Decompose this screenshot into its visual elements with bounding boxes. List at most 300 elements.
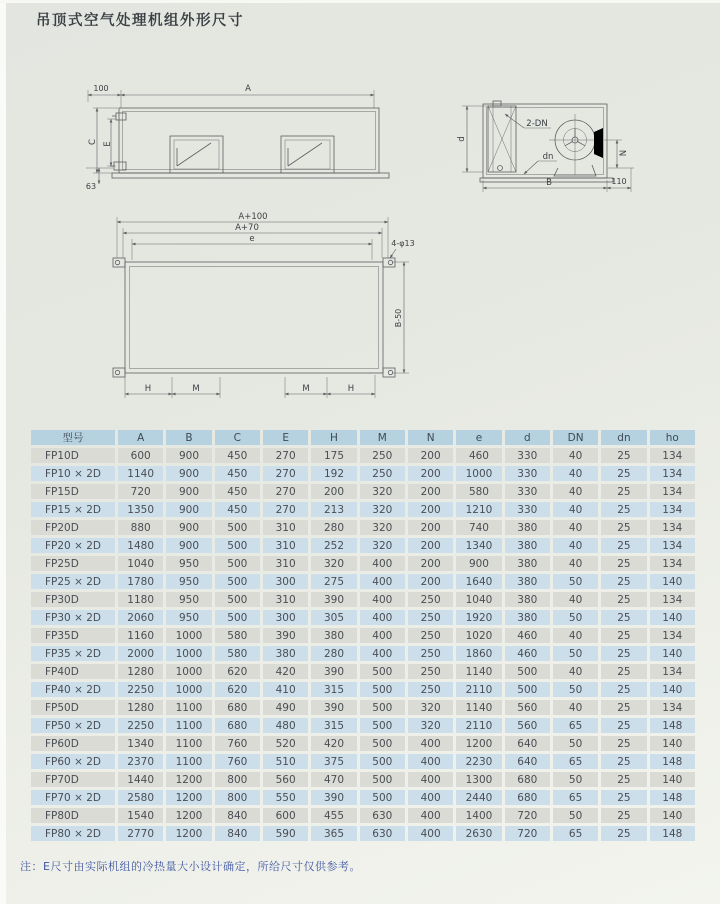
- pipe-connection-top: [116, 113, 126, 120]
- value-cell: 720: [505, 826, 550, 841]
- value-cell: 840: [215, 808, 260, 823]
- value-cell: 192: [311, 466, 356, 481]
- value-cell: 25: [601, 664, 646, 679]
- value-cell: 134: [650, 556, 695, 571]
- model-cell: FP20D: [31, 520, 115, 535]
- value-cell: 500: [360, 736, 405, 751]
- column-header: H: [311, 430, 356, 445]
- top-dimension-lines-upper: [117, 212, 415, 260]
- value-cell: 148: [650, 718, 695, 733]
- value-cell: 200: [408, 484, 453, 499]
- value-cell: 25: [601, 520, 646, 535]
- value-cell: 200: [311, 484, 356, 499]
- value-cell: 500: [360, 718, 405, 733]
- value-cell: 800: [215, 772, 260, 787]
- value-cell: 680: [215, 700, 260, 715]
- value-cell: 140: [650, 682, 695, 697]
- value-cell: 330: [505, 448, 550, 463]
- value-cell: 200: [408, 538, 453, 553]
- value-cell: 490: [263, 700, 308, 715]
- value-cell: 410: [263, 682, 308, 697]
- dim-label-100: 100: [93, 84, 109, 93]
- value-cell: 900: [166, 520, 211, 535]
- value-cell: 400: [360, 610, 405, 625]
- value-cell: 50: [553, 736, 598, 751]
- value-cell: 270: [263, 448, 308, 463]
- column-header: A: [118, 430, 163, 445]
- value-cell: 25: [601, 754, 646, 769]
- value-cell: 65: [553, 826, 598, 841]
- value-cell: 320: [311, 556, 356, 571]
- dim-label-H-right: H: [347, 384, 355, 394]
- value-cell: 380: [505, 592, 550, 607]
- dim-label-110: 110: [611, 177, 627, 186]
- value-cell: 200: [408, 574, 453, 589]
- value-cell: 375: [311, 754, 356, 769]
- dim-label-B50: B-50: [394, 308, 403, 328]
- value-cell: 25: [601, 556, 646, 571]
- value-cell: 2440: [456, 790, 501, 805]
- table-row: [31, 556, 695, 571]
- value-cell: 500: [360, 754, 405, 769]
- value-cell: 320: [360, 538, 405, 553]
- value-cell: 450: [215, 448, 260, 463]
- dim-label-A70: A+70: [235, 223, 259, 233]
- value-cell: 380: [505, 556, 550, 571]
- value-cell: 550: [263, 790, 308, 805]
- value-cell: 250: [408, 646, 453, 661]
- value-cell: 760: [215, 754, 260, 769]
- value-cell: 134: [650, 502, 695, 517]
- value-cell: 25: [601, 646, 646, 661]
- value-cell: 1000: [166, 682, 211, 697]
- value-cell: 140: [650, 736, 695, 751]
- value-cell: 500: [360, 664, 405, 679]
- footnote: 注：E尺寸由实际机组的冷热量大小设计确定，所给尺寸仅供参考。: [20, 860, 361, 873]
- value-cell: 1140: [456, 700, 501, 715]
- value-cell: 40: [553, 538, 598, 553]
- value-cell: 1200: [166, 826, 211, 841]
- value-cell: 250: [408, 592, 453, 607]
- column-header: E: [263, 430, 308, 445]
- value-cell: 1280: [118, 664, 163, 679]
- value-cell: 148: [650, 826, 695, 841]
- value-cell: 25: [601, 736, 646, 751]
- value-cell: 630: [360, 808, 405, 823]
- value-cell: 270: [263, 502, 308, 517]
- front-view-diagram: [86, 84, 389, 191]
- value-cell: 270: [263, 484, 308, 499]
- value-cell: 950: [166, 610, 211, 625]
- value-cell: 40: [553, 664, 598, 679]
- value-cell: 500: [215, 574, 260, 589]
- value-cell: 720: [118, 484, 163, 499]
- model-cell: FP30D: [31, 592, 115, 607]
- value-cell: 2000: [118, 646, 163, 661]
- value-cell: 315: [311, 718, 356, 733]
- table-row: [31, 718, 695, 733]
- value-cell: 390: [311, 664, 356, 679]
- value-cell: 500: [360, 700, 405, 715]
- value-cell: 50: [553, 682, 598, 697]
- value-cell: 400: [360, 628, 405, 643]
- top-view-diagram: [113, 212, 415, 398]
- value-cell: 25: [601, 826, 646, 841]
- value-cell: 900: [456, 556, 501, 571]
- value-cell: 200: [408, 448, 453, 463]
- value-cell: 65: [553, 754, 598, 769]
- value-cell: 2250: [118, 718, 163, 733]
- model-cell: FP35 × 2D: [31, 646, 115, 661]
- model-cell: FP40 × 2D: [31, 682, 115, 697]
- value-cell: 40: [553, 700, 598, 715]
- value-cell: 1020: [456, 628, 501, 643]
- dim-label-63: 63: [85, 182, 97, 191]
- value-cell: 1340: [456, 538, 501, 553]
- model-cell: FP70 × 2D: [31, 790, 115, 805]
- value-cell: 140: [650, 772, 695, 787]
- value-cell: 450: [215, 466, 260, 481]
- value-cell: 315: [311, 682, 356, 697]
- value-cell: 1100: [166, 736, 211, 751]
- value-cell: 390: [311, 700, 356, 715]
- value-cell: 65: [553, 718, 598, 733]
- value-cell: 1640: [456, 574, 501, 589]
- value-cell: 500: [215, 520, 260, 535]
- value-cell: 1180: [118, 592, 163, 607]
- value-cell: 480: [263, 718, 308, 733]
- value-cell: 1920: [456, 610, 501, 625]
- table-row: [31, 700, 695, 715]
- value-cell: 134: [650, 484, 695, 499]
- value-cell: 600: [118, 448, 163, 463]
- value-cell: 300: [263, 574, 308, 589]
- table-row: [31, 682, 695, 697]
- value-cell: 1200: [166, 808, 211, 823]
- fan-assembly: [549, 114, 603, 176]
- table-row: [31, 448, 695, 463]
- value-cell: 500: [505, 682, 550, 697]
- value-cell: 500: [215, 610, 260, 625]
- table-row: [31, 736, 695, 751]
- value-cell: 25: [601, 448, 646, 463]
- column-header: dn: [601, 430, 646, 445]
- value-cell: 400: [360, 646, 405, 661]
- value-cell: 2770: [118, 826, 163, 841]
- model-cell: FP70D: [31, 772, 115, 787]
- value-cell: 40: [553, 520, 598, 535]
- column-header-model: 型号: [31, 430, 115, 445]
- value-cell: 250: [408, 664, 453, 679]
- value-cell: 1000: [456, 466, 501, 481]
- value-cell: 140: [650, 808, 695, 823]
- dim-label-d: d: [457, 136, 467, 142]
- value-cell: 390: [311, 790, 356, 805]
- table-row: [31, 574, 695, 589]
- value-cell: 470: [311, 772, 356, 787]
- dim-label-N: N: [619, 149, 629, 157]
- table-row: [31, 646, 695, 661]
- value-cell: 134: [650, 520, 695, 535]
- value-cell: 320: [408, 700, 453, 715]
- value-cell: 560: [505, 700, 550, 715]
- column-header: ho: [650, 430, 695, 445]
- model-cell: FP30 × 2D: [31, 610, 115, 625]
- value-cell: 200: [408, 466, 453, 481]
- value-cell: 134: [650, 628, 695, 643]
- value-cell: 25: [601, 772, 646, 787]
- value-cell: 880: [118, 520, 163, 535]
- value-cell: 2630: [456, 826, 501, 841]
- column-header: d: [505, 430, 550, 445]
- dim-label-dn: dn: [542, 152, 554, 162]
- table-row: [31, 610, 695, 625]
- model-cell: FP20 × 2D: [31, 538, 115, 553]
- value-cell: 600: [263, 808, 308, 823]
- value-cell: 400: [408, 772, 453, 787]
- dim-label-2DN: 2-DN: [526, 119, 548, 129]
- hanger-bracket: [383, 258, 395, 267]
- model-cell: FP10 × 2D: [31, 466, 115, 481]
- value-cell: 2370: [118, 754, 163, 769]
- column-header: M: [360, 430, 405, 445]
- value-cell: 500: [215, 556, 260, 571]
- value-cell: 900: [166, 466, 211, 481]
- value-cell: 1000: [166, 646, 211, 661]
- value-cell: 2060: [118, 610, 163, 625]
- value-cell: 310: [263, 556, 308, 571]
- value-cell: 640: [505, 736, 550, 751]
- value-cell: 1040: [118, 556, 163, 571]
- value-cell: 310: [263, 592, 308, 607]
- model-cell: FP40D: [31, 664, 115, 679]
- column-header: DN: [553, 430, 598, 445]
- value-cell: 1100: [166, 718, 211, 733]
- value-cell: 380: [505, 574, 550, 589]
- value-cell: 148: [650, 790, 695, 805]
- value-cell: 740: [456, 520, 501, 535]
- value-cell: 300: [263, 610, 308, 625]
- value-cell: 1350: [118, 502, 163, 517]
- value-cell: 500: [215, 592, 260, 607]
- dimension-diagrams: [0, 72, 720, 402]
- value-cell: 134: [650, 592, 695, 607]
- value-cell: 590: [263, 826, 308, 841]
- value-cell: 320: [360, 484, 405, 499]
- column-header: C: [215, 430, 260, 445]
- value-cell: 250: [408, 610, 453, 625]
- table-row: [31, 484, 695, 499]
- value-cell: 950: [166, 556, 211, 571]
- value-cell: 134: [650, 538, 695, 553]
- value-cell: 680: [505, 772, 550, 787]
- table-row: [31, 538, 695, 553]
- value-cell: 580: [215, 646, 260, 661]
- value-cell: 40: [553, 592, 598, 607]
- value-cell: 310: [263, 538, 308, 553]
- value-cell: 310: [263, 520, 308, 535]
- value-cell: 1140: [456, 664, 501, 679]
- value-cell: 200: [408, 556, 453, 571]
- value-cell: 510: [263, 754, 308, 769]
- value-cell: 500: [215, 538, 260, 553]
- value-cell: 380: [505, 520, 550, 535]
- value-cell: 305: [311, 610, 356, 625]
- value-cell: 1160: [118, 628, 163, 643]
- value-cell: 400: [408, 754, 453, 769]
- side-dimension-lines: [457, 106, 634, 192]
- value-cell: 620: [215, 682, 260, 697]
- access-panel: [281, 136, 334, 173]
- value-cell: 1480: [118, 538, 163, 553]
- coil-pipe-stub: [493, 101, 501, 106]
- value-cell: 1860: [456, 646, 501, 661]
- model-cell: FP15D: [31, 484, 115, 499]
- value-cell: 450: [215, 484, 260, 499]
- value-cell: 330: [505, 502, 550, 517]
- value-cell: 200: [408, 502, 453, 517]
- value-cell: 134: [650, 466, 695, 481]
- dim-label-4phi13: 4-φ13: [391, 239, 415, 248]
- value-cell: 40: [553, 556, 598, 571]
- value-cell: 640: [505, 754, 550, 769]
- coil-section: [488, 101, 516, 172]
- value-cell: 2230: [456, 754, 501, 769]
- value-cell: 40: [553, 448, 598, 463]
- value-cell: 2580: [118, 790, 163, 805]
- front-unit-body: [110, 108, 389, 178]
- hanger-bracket: [383, 368, 395, 377]
- hanger-bracket: [113, 258, 125, 267]
- value-cell: 2110: [456, 682, 501, 697]
- value-cell: 620: [215, 664, 260, 679]
- table-body: [31, 448, 695, 841]
- value-cell: 1200: [456, 736, 501, 751]
- value-cell: 1040: [456, 592, 501, 607]
- value-cell: 250: [360, 466, 405, 481]
- value-cell: 630: [360, 826, 405, 841]
- table-row: [31, 790, 695, 805]
- value-cell: 580: [215, 628, 260, 643]
- value-cell: 500: [360, 682, 405, 697]
- value-cell: 460: [505, 646, 550, 661]
- value-cell: 520: [263, 736, 308, 751]
- value-cell: 25: [601, 574, 646, 589]
- value-cell: 1400: [456, 808, 501, 823]
- dim-label-A: A: [245, 84, 251, 94]
- value-cell: 380: [311, 628, 356, 643]
- value-cell: 400: [360, 574, 405, 589]
- table-header-row: [31, 430, 695, 445]
- column-header: N: [408, 430, 453, 445]
- value-cell: 560: [263, 772, 308, 787]
- top-dimension-lines-lower: [125, 262, 409, 398]
- hanger-bracket: [113, 368, 125, 377]
- value-cell: 320: [360, 520, 405, 535]
- value-cell: 275: [311, 574, 356, 589]
- model-cell: FP50 × 2D: [31, 718, 115, 733]
- value-cell: 450: [215, 502, 260, 517]
- value-cell: 900: [166, 538, 211, 553]
- value-cell: 1100: [166, 700, 211, 715]
- value-cell: 330: [505, 466, 550, 481]
- dim-label-M-left: M: [192, 384, 200, 394]
- value-cell: 900: [166, 448, 211, 463]
- value-cell: 25: [601, 502, 646, 517]
- model-cell: FP60 × 2D: [31, 754, 115, 769]
- dim-label-E: E: [103, 141, 113, 147]
- value-cell: 1000: [166, 664, 211, 679]
- value-cell: 280: [311, 520, 356, 535]
- value-cell: 140: [650, 574, 695, 589]
- value-cell: 320: [360, 502, 405, 517]
- value-cell: 455: [311, 808, 356, 823]
- table-row: [31, 520, 695, 535]
- dimensions-table: [28, 427, 698, 844]
- value-cell: 40: [553, 466, 598, 481]
- value-cell: 380: [263, 646, 308, 661]
- table-row: [31, 466, 695, 481]
- drain-outlet: [498, 166, 503, 171]
- value-cell: 40: [553, 502, 598, 517]
- value-cell: 50: [553, 772, 598, 787]
- value-cell: 400: [408, 808, 453, 823]
- table-row: [31, 664, 695, 679]
- value-cell: 460: [456, 448, 501, 463]
- value-cell: 500: [360, 790, 405, 805]
- model-cell: FP25 × 2D: [31, 574, 115, 589]
- value-cell: 25: [601, 790, 646, 805]
- value-cell: 250: [408, 628, 453, 643]
- value-cell: 40: [553, 628, 598, 643]
- value-cell: 320: [408, 718, 453, 733]
- value-cell: 134: [650, 448, 695, 463]
- value-cell: 1200: [166, 790, 211, 805]
- dim-label-A100: A+100: [238, 212, 268, 222]
- top-unit-body: [113, 258, 395, 377]
- value-cell: 390: [263, 628, 308, 643]
- value-cell: 900: [166, 502, 211, 517]
- value-cell: 140: [650, 610, 695, 625]
- value-cell: 25: [601, 718, 646, 733]
- value-cell: 460: [505, 628, 550, 643]
- value-cell: 380: [505, 538, 550, 553]
- value-cell: 2250: [118, 682, 163, 697]
- value-cell: 680: [215, 718, 260, 733]
- value-cell: 400: [408, 790, 453, 805]
- value-cell: 1200: [166, 772, 211, 787]
- value-cell: 1440: [118, 772, 163, 787]
- value-cell: 50: [553, 610, 598, 625]
- value-cell: 50: [553, 808, 598, 823]
- table-row: [31, 628, 695, 643]
- model-cell: FP25D: [31, 556, 115, 571]
- value-cell: 400: [360, 556, 405, 571]
- dim-label-C: C: [88, 139, 98, 145]
- value-cell: 1140: [118, 466, 163, 481]
- value-cell: 840: [215, 826, 260, 841]
- column-header: e: [456, 430, 501, 445]
- value-cell: 760: [215, 736, 260, 751]
- value-cell: 252: [311, 538, 356, 553]
- fan-outlet-flange: [594, 128, 603, 158]
- value-cell: 250: [408, 682, 453, 697]
- value-cell: 40: [553, 484, 598, 499]
- value-cell: 950: [166, 592, 211, 607]
- model-cell: FP35D: [31, 628, 115, 643]
- value-cell: 365: [311, 826, 356, 841]
- value-cell: 25: [601, 682, 646, 697]
